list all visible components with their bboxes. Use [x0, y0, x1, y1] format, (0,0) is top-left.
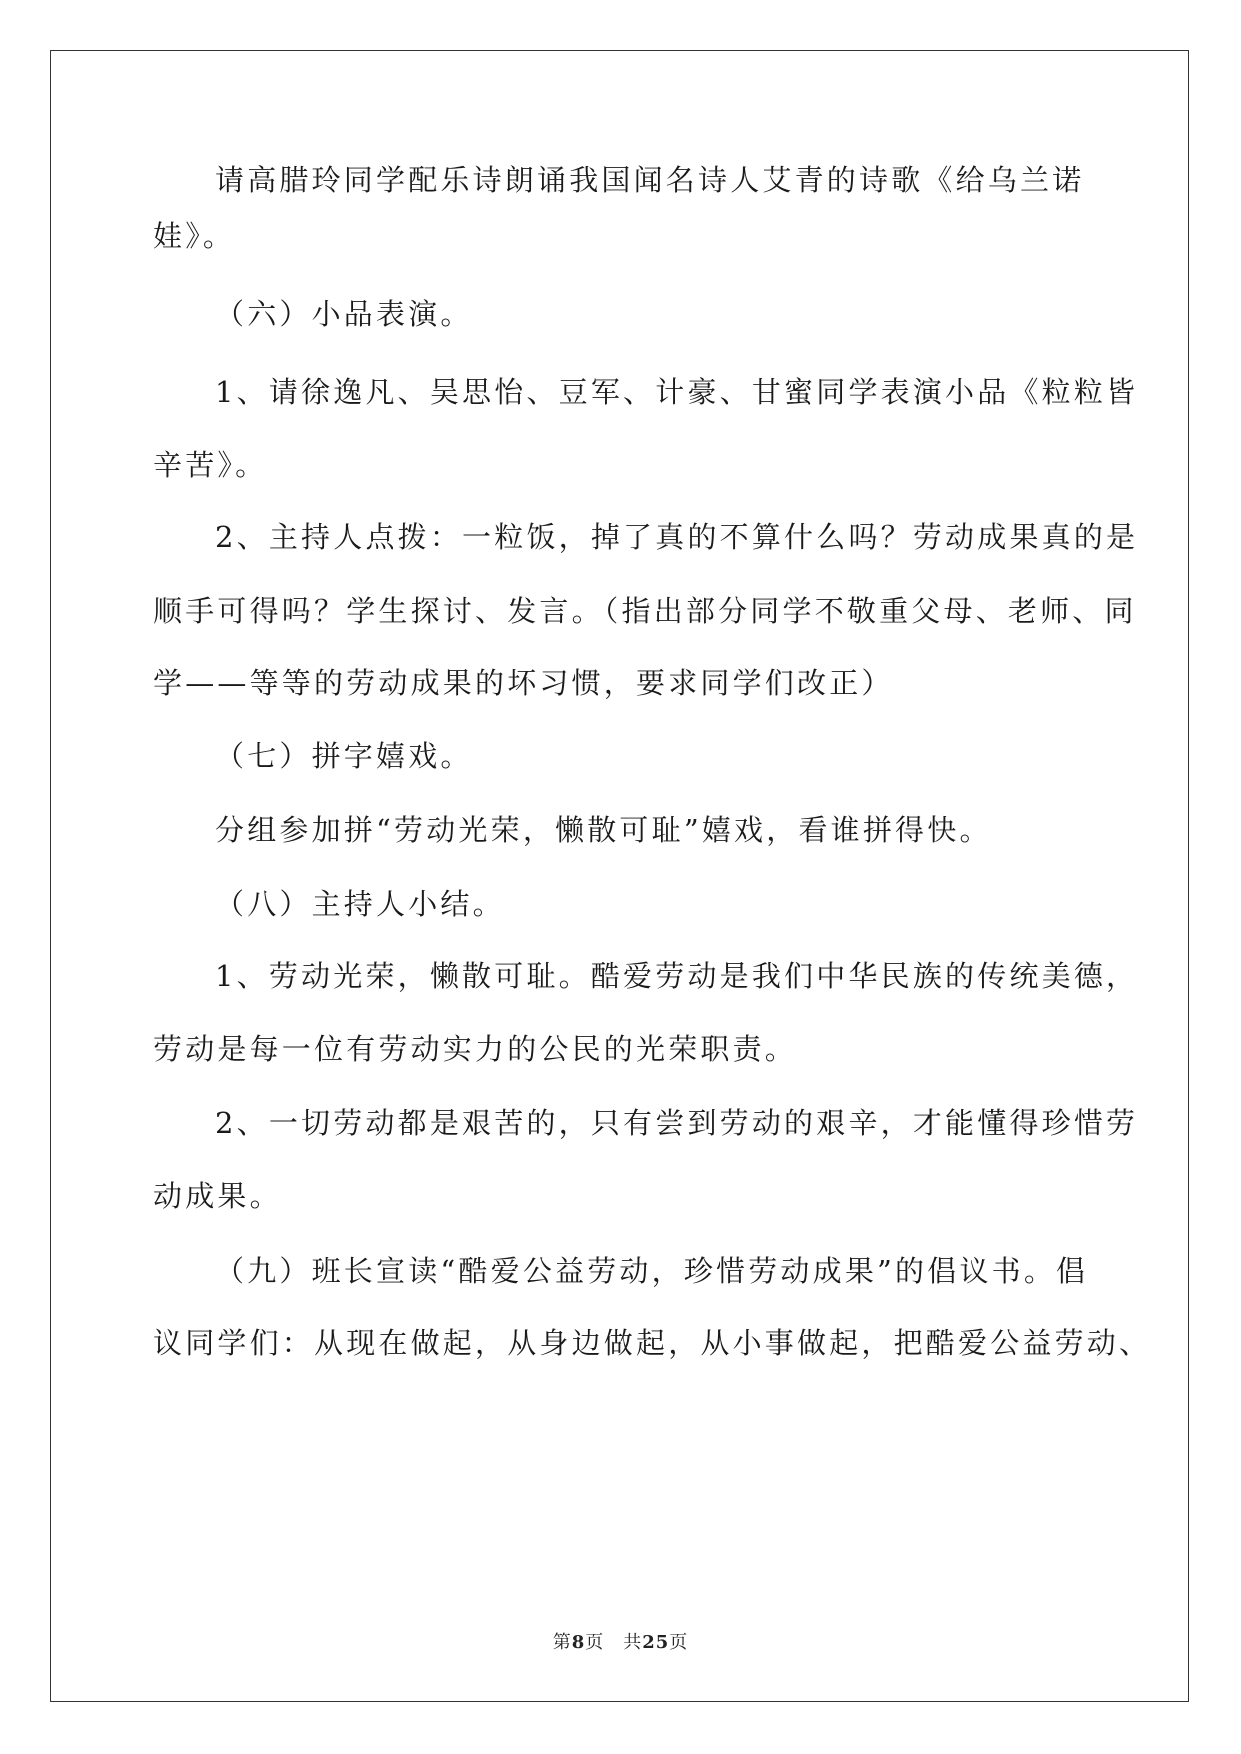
total-page-count: 25 — [642, 1632, 670, 1653]
page-number-footer — [0, 1628, 1241, 1654]
text-line: （七）拼字嬉戏。 — [215, 739, 473, 773]
text-line: 分组参加拼“劳动光荣，懒散可耻”嬉戏，看谁拼得快。 — [215, 813, 992, 847]
text-line: （八）主持人小结。 — [215, 887, 505, 921]
text-line: 动成果。 — [153, 1179, 282, 1213]
text-line: 辛苦》。 — [153, 448, 268, 482]
text-line: 1、劳动光荣，懒散可耻。酷爱劳动是我们中华民族的传统美德， — [215, 959, 1139, 993]
footer-prefix: 第 — [552, 1632, 572, 1653]
text-line: 2、一切劳动都是艰苦的，只有尝到劳动的艰辛，才能懂得珍惜劳 — [215, 1106, 1139, 1140]
text-line: 劳动是每一位有劳动实力的公民的光荣职责。 — [153, 1032, 798, 1066]
text-line: 顺手可得吗？学生探讨、发言。（指出部分同学不敬重父母、老师、同 — [153, 594, 1137, 628]
text-line: （六）小品表演。 — [215, 297, 473, 331]
text-line: 议同学们：从现在做起，从身边做起，从小事做起，把酷爱公益劳动、 — [153, 1326, 1152, 1360]
footer-middle: 页 共 — [585, 1632, 643, 1653]
text-line: （九）班长宣读“酷爱公益劳动，珍惜劳动成果”的倡议书。倡 — [215, 1254, 1089, 1288]
text-line: 1、请徐逸凡、吴思怡、豆军、计豪、甘蜜同学表演小品《粒粒皆 — [215, 375, 1139, 409]
text-line: 请高腊玲同学配乐诗朗诵我国闻名诗人艾青的诗歌《给乌兰诺 — [215, 163, 1085, 197]
text-line: 学——等等的劳动成果的坏习惯，要求同学们改正） — [153, 666, 894, 700]
footer-suffix: 页 — [669, 1632, 689, 1653]
text-line: 2、主持人点拨：一粒饭，掉了真的不算什么吗？劳动成果真的是 — [215, 520, 1139, 554]
text-line: 娃》。 — [153, 219, 236, 253]
current-page-number: 8 — [571, 1632, 586, 1653]
